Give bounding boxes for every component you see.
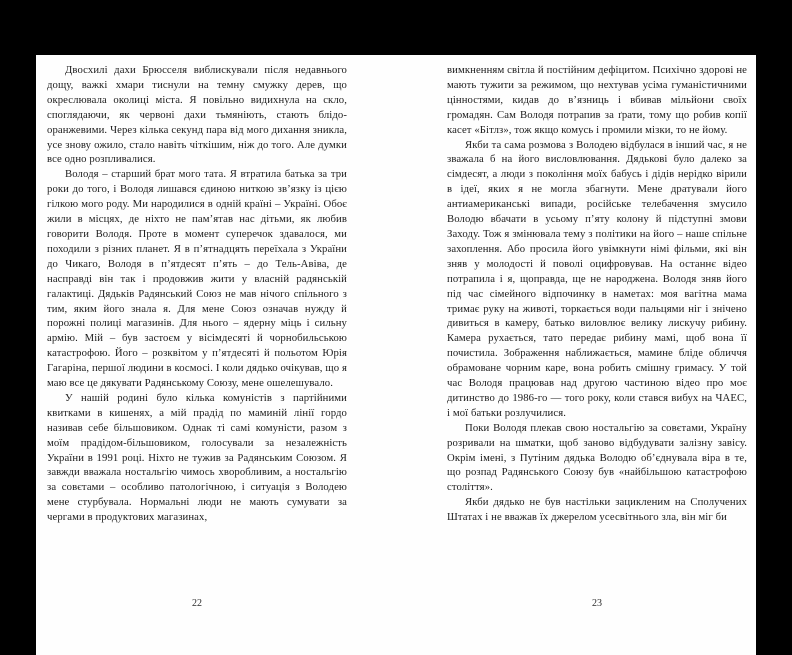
page-right-text — [447, 63, 747, 525]
paragraph: Якби дядько не був настільки зацикленим на Сполучених Штатах і не вважав їх джерелом усесвітнього зла, він міг би — [447, 496, 747, 524]
paragraph: Якби та сама розмова з Володею відбулася в інший час, я не зважала б на його висловлювання. Дядькові було далеко за сімдесят, а люди з покоління моїх бабусь і дідів нерідко вірили в ідеї, яких я не могла збагнути. Мене дратували його антиамериканські випади, російське телебачення змусило Володю вбачати в усьому п’яту колону й підступні змови Заходу. Тож я змінювала тему з політики на його – наше спільне захоплення. Або просила його увімкнути німі фільми, які він зняв у молодості й поволі оцифровував. На останнє відео потрапила і я, щоправда, ще не народжена. Володя зняв його під час сімейного відпочинку в наметах: моя вагітна мама тримає руку на животі, торкається води пальцями ніг і знічено дивиться в камеру, батько виловлює велику лискучу рибину. Камера рухається, тато передає рибину мамі, щоб вона її почистила. Зображення наближається, мамине бліде обличчя обрамоване чорним каре, вона робить смішну гримасу. У той час Володя працював над другою частиною відео про моє дитинство до 1986-го — того року, коли стався вибух на ЧАЕС, і мої батьки розлучилися. — [447, 138, 747, 419]
paragraph: Поки Володя плекав свою ностальгію за совєтами, Україну розривали на шматки, щоб заново відбудувати залізну завісу. Окрім імені, з Путіним дядька Володю об’єднувала віра в те, що розпад Радянського Союзу був «найбільшою катастрофою століття». — [447, 421, 747, 494]
page-left-text — [47, 63, 347, 525]
paragraph: Володя – старший брат мого тата. Я втратила батька за три роки до того, і Володя лишався єдиною ниткою зв’язку із цією гілкою мого роду. Ми народилися в одній країні – Україні. Обоє жили в місцях, де ніхто не пам’ятав нас дітьми, як любив говорити Володя. Проте в момент суперечок здавалося, ми походили з різних планет. Я в п’ятнадцять переїхала з України до Чикаго, Володя в п’ятдесят п’ять – до Тель-Авіва, де насправді він так і продовжив жити у власній радянській галактиці. Дядьків Радянський Союз не мав нічого спільного з тим, яким його знала я. Для мене Союз означав нужду й порожні полиці магазинів. Для нього – ядерну міць і сильну армію. Мій – був застоєм у вісімдесяті й чорнобильською катастрофою. Його – розквітом у п’ятдесяті й польотом Юрія Гагаріна, першої людини в космосі. І коли дядько очікував, що я маю все це дякувати Радянському Союзу, мене ошелешувало. — [47, 168, 347, 390]
paragraph: У нашій родині було кілька комуністів з партійними квитками в кишенях, а мій прадід по маминій лінії гордо називав себе більшовиком. Однак ті самі комуністи, разом з моїм прадідом-більшовиком, голосували за незалежність України в 1991 році. Ніхто не тужив за Радянським Союзом. Я завжди вважала ностальгію чимось хворобливим, а ностальгію за совєтами – особливо патологічною, і ситуація з Володею мене стурбувала. Нормальні люди не мають сумувати за чергами в продуктових магазинах, — [47, 391, 347, 524]
page-right — [447, 55, 747, 655]
paragraph: вимкненням світла й постійним дефіцитом. Психічно здорові не мають тужити за режимом, що нехтував усіма гуманістичними цінностями, кидав до в’язниць і вбивав мільйони своїх громадян. Сам Володя потрапив за ґрати, тому що робив копії касет «Бітлз», тож якщо комусь і промили мізки, то не йому. — [447, 64, 747, 136]
page-left — [47, 55, 347, 655]
page-number-right: 23 — [592, 598, 602, 609]
paragraph: Двосхилі дахи Брюсселя виблискували після недавнього дощу, важкі хмари тиснули на темну смужку дерев, що окреслювала околиці міста. Я повільно видихнула на скло, споглядаючи, як червоні дахи тьмяніють, стають блідо-оранжевими. Через кілька секунд пара від мого дихання зникла, усе знову ожило, стало навіть чіткішим, ніж до того. Але думки все одно розпливалися. — [47, 64, 347, 166]
page-number-left: 22 — [192, 598, 202, 609]
book-spread — [36, 55, 756, 655]
